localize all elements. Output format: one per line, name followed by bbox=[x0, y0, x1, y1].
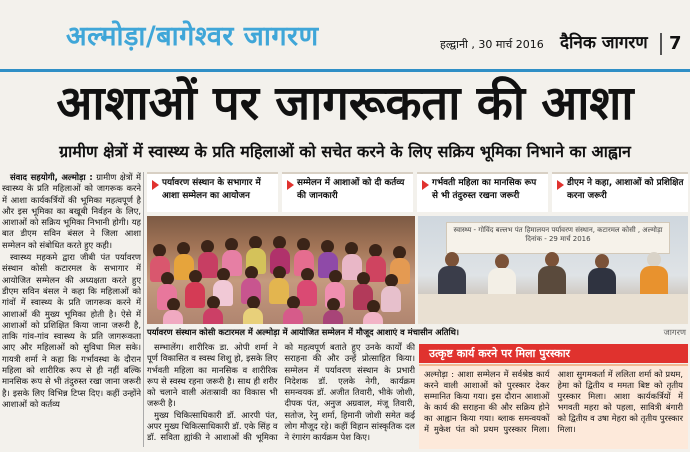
photo-credit: जागरण bbox=[663, 327, 686, 337]
stage-table bbox=[418, 294, 688, 324]
city-date: हल्द्वानी , 30 मार्च 2016 bbox=[440, 38, 544, 51]
arrow-bullet-icon bbox=[557, 180, 564, 190]
arrow-bullet-icon bbox=[287, 180, 294, 190]
masthead-rule bbox=[0, 69, 690, 72]
newspaper-name: दैनिक जागरण bbox=[560, 33, 648, 53]
event-banner: स्वास्थ्य - गोविंद बल्लभ पंत हिमालयन पर्यावरण संस्थान, कटारमल कोसी , अल्मोड़ा दिनांक - 29 मार्च 2016 bbox=[446, 222, 670, 254]
middle-paragraph: मुख्य चिकित्साधिकारी डॉ. आरपी पंत, अपर मुख्य चिकित्साधिकारी डॉ. एके सिंह व डॉ. सविता ह्यांकी ने आशाओं की भूमिका को महत्वपूर्ण बताते हुए उनके कार्यों की सराहना की और उन्हें प्रोत्साहित किया। सम्मेलन में पर्यावरण संस्थान के प्रभारी निदेशक डॉ. एलके नेगी, कार्यक्रम समन्वयक डॉ. अजीत तिवारी, भीके जोशी, दीपक पंत, अनुज अग्रवाल, मंजू तिवारी, सतोज, रेनु शर्मा, हिमानी जोशी समेत कई लोग मौजूद रहे। कहीं विहान सांस्कृतिक दल ने रंगारंग कार्यक्रम पेश किए। bbox=[147, 342, 415, 443]
arrow-bullet-icon bbox=[152, 180, 159, 190]
sub-headline: ग्रामीण क्षेत्रों में स्वास्थ्य के प्रति महिलाओं को सचेत करने के लिए सक्रिय भूमिका निभाने का आह्वान bbox=[59, 142, 631, 161]
arrow-bullet-icon bbox=[422, 180, 429, 190]
award-box bbox=[419, 364, 688, 449]
highlight-box: पर्यावरण संस्थान के सभागार में आशा सम्मेलन का आयोजन bbox=[147, 172, 278, 212]
edition-title: अल्मोड़ा/बागेश्वर जागरण bbox=[66, 21, 319, 52]
audience-photo bbox=[147, 216, 415, 324]
left-paragraph: संवाद सहयोगी, अल्मोड़ा : ग्रामीण क्षेत्रों में स्वास्थ्य के प्रति महिलाओं को जागरूक करने में आशा कार्यकर्त्रियों की भूमिका महत्वपूर्ण है और इस भूमिका का बखूबी निर्वहन के लिए, आशाओं को सक्रिय भूमिका निभानी होगी। यह बात डीएम सविन बंसल ने जिला आशा सम्मेलन को संबोधित करते हुए कही। bbox=[2, 172, 141, 250]
middle-paragraph: सम्भालेंग। शारीरिक डा. ओपी शर्मा ने पूर्ण विकासित व स्वस्थ शिशु हो, इसके लिए गर्भवती महिला का मानसिक व शारीरिक रूप से स्वस्थ रहना जरूरी है। साथ ही शरीर को चलाने वाली अंतःस्रावी का विकास भी जरूरी है। bbox=[147, 342, 278, 409]
highlight-box: सम्मेलन में आशाओं को दी कर्तव्य की जानकारी bbox=[282, 172, 413, 212]
left-paragraph: स्वास्थ्य महकमे द्वारा जीबी पंत पर्यावरण संस्थान कोसी कटारमल के सभागार में आयोजित सम्मेलन की अध्यक्षता करते हुए डीएम सविन बंसल ने कहा कि महिलाओं को गांवों में स्वास्थ्य के प्रति जागरूक करने में आशाओं की मुख्य भूमिका होती है। ऐसे में आशाओं को प्रशिक्षित किया जाना जरूरी है, ताकि गांव-गांव स्वास्थ्य के प्रति जागरूकता आए और महिलाओं को सुविधा मिल सके। गायत्री शर्मा ने कहा कि गर्भावस्था के दौरान महिला को शारीरिक रूप से ही नहीं बल्कि मानसिक रूप से भी तंदुरुस्त रखा जाना जरूरी है। इसके लिए विभिन्न टिप्स दिए। कहीं उन्होंने आशाओं को कर्तव्य bbox=[2, 252, 141, 409]
award-header: उत्कृष्ट कार्य करने पर मिला पुरस्कार bbox=[419, 344, 688, 363]
main-headline: आशाओं पर जागरूकता की आशा bbox=[56, 76, 634, 131]
highlight-box: डीएम ने कहा, आशाओं को प्रशिक्षित करना जरूरी bbox=[552, 172, 688, 212]
article-dateline: संवाद सहयोगी, अल्मोड़ा : bbox=[10, 172, 93, 182]
highlight-box: गर्भवती महिला का मानसिक रूप से भी तंदुरुस्त रखना जरूरी bbox=[417, 172, 548, 212]
middle-article bbox=[147, 342, 415, 448]
stage-photo bbox=[418, 216, 688, 324]
masthead bbox=[0, 0, 690, 70]
award-text: अल्मोड़ा : आशा सम्मेलन में सर्वश्रेष्ठ कार्य करने वाली आशाओं को पुरस्कार देकर सम्मानित किया गया। इस दौरान आशाओं के कार्य की सराहना की और सक्रिय होने का आह्वान किया गया। ब्लाक समन्वयकों में मुकेश पंत को प्रथम पुरस्कार मिला। आशा सुगमकर्ता में ललिता शर्मा को प्रथम, हेमा को द्वितीय व ममता बिष्ट को तृतीय पुरस्कार मिला। आशा कार्यकर्त्रियों में भगवती महरा को पहला, सावित्री बंगारी को द्वितीय व उषा मेहरा को तृतीय पुरस्कार मिला। bbox=[424, 369, 683, 434]
column-divider bbox=[143, 172, 144, 447]
page-number: 7 bbox=[669, 33, 682, 54]
photo-caption: पर्यावरण संस्थान कोसी कटारमल में अल्मोड़ा में आयोजित सम्मेलन में मौजूद आशाएं व मंचासीन अतिथि। जागरण bbox=[147, 327, 686, 337]
masthead-separator bbox=[660, 33, 662, 55]
left-article bbox=[2, 172, 141, 442]
